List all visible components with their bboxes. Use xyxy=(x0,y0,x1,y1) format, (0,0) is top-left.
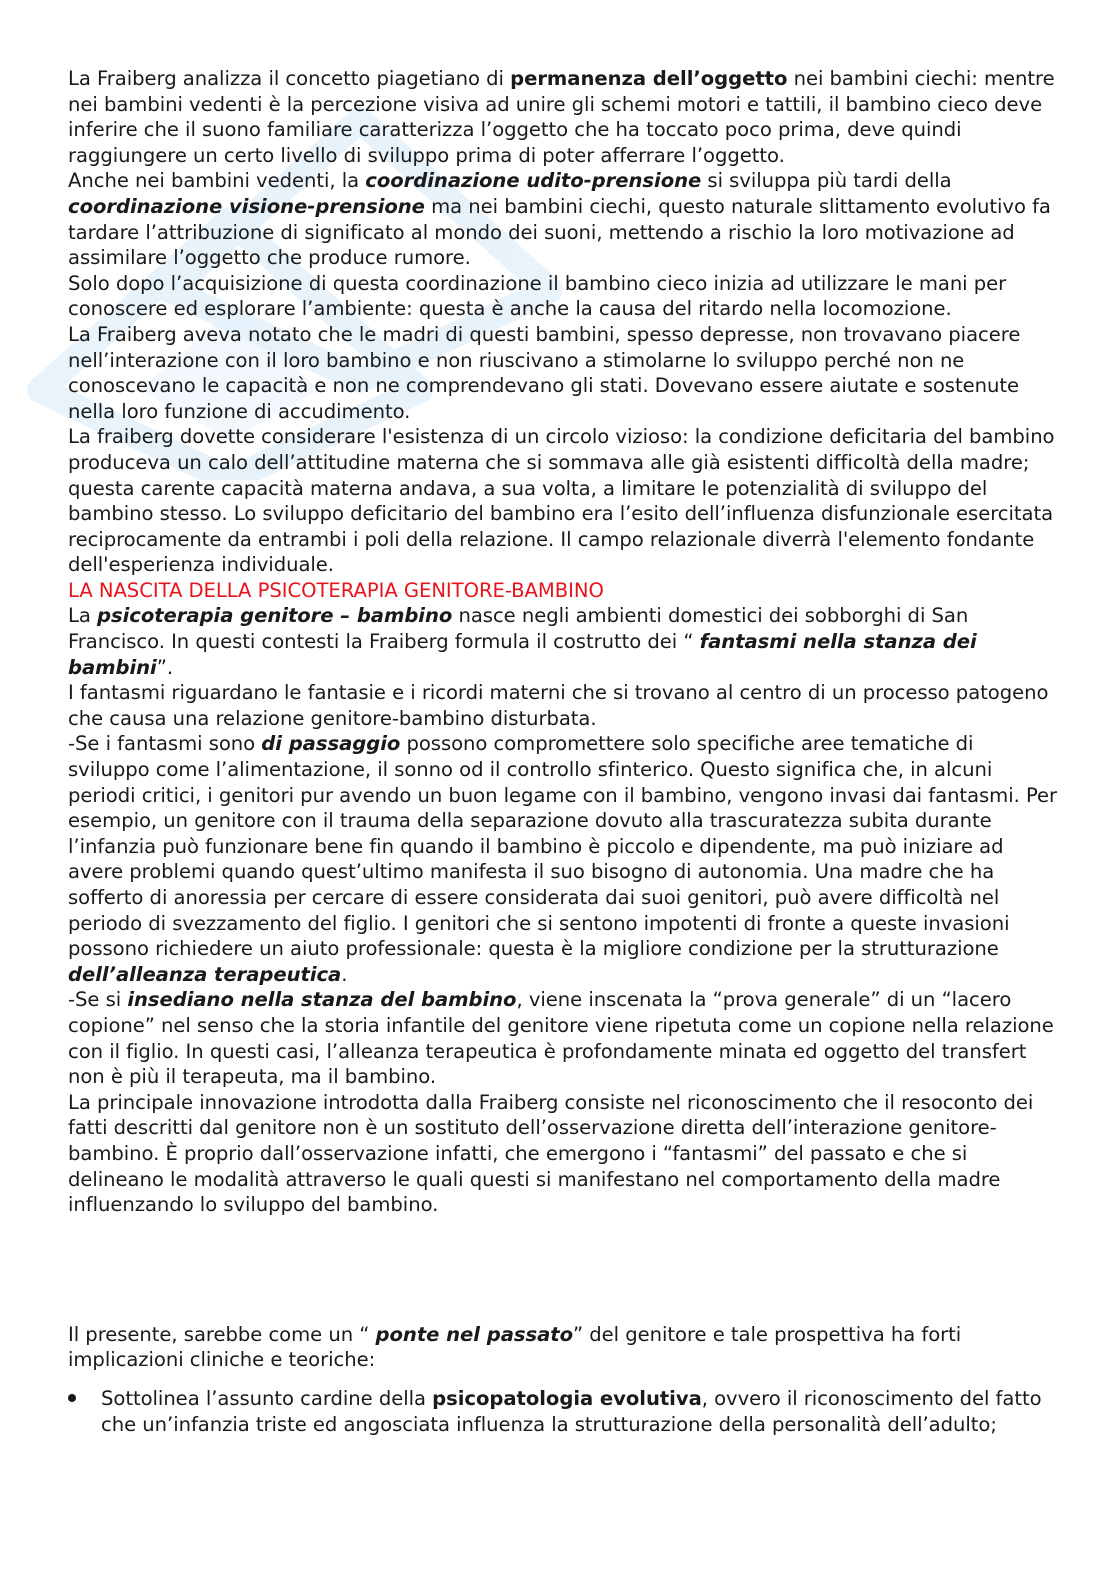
paragraph-insediano: -Se si insediano nella stanza del bambino, viene inscenata la “prova generale” di un “lacero copione” nel senso che la storia infantile del genitore viene ripetuta come un copione nella relazione con il figlio. In questi casi, l’alleanza terapeutica è profondamente minata ed oggetto del transfert non è più il terapeuta, ma il bambino. xyxy=(68,988,1054,1089)
paragraph-locomozione: Solo dopo l’acquisizione di questa coordinazione il bambino cieco inizia ad utilizzare le mani per conoscere ed esplorare l’ambiente: questa è anche la causa del ritardo nella locomozione. xyxy=(68,271,1007,321)
term-ponte-passato: ponte nel passato xyxy=(375,1322,573,1346)
paragraph-di-passaggio: -Se i fantasmi sono di passaggio possono compromettere solo specifiche aree tematiche di sviluppo come l’alimentazione, il sonno od il controllo sfinterico. Questo significa che, in alcuni periodi critici, i genitori pur avendo un buon legame con il bambino, vengono invasi dai fantasmi. Per esempio, un genitore con il trauma della separazione dovuto alla trascuratezza subita durante l’infanzia può funzionare bene fin quando il bambino è piccolo e dipendente, ma può iniziare ad avere problemi quando quest’ultimo manifesta il suo bisogno di autonomia. Una madre che ha sofferto di anoressia per cercare di essere considerata dai suoi genitori, può avere difficoltà nel periodo di svezzamento del figlio. I genitori che si sentono impotenti di fronte a queste invasioni possono richiedere un aiuto professionale: questa è la migliore condizione per la strutturazione dell’alleanza terapeutica. xyxy=(68,732,1058,986)
paragraph-coordinazione: Anche nei bambini vedenti, la coordinazione udito-prensione si sviluppa più tardi della coordinazione visione-prensione ma nei bambini ciechi, questo naturale slittamento evolutivo fa tardare l’attribuzione di significato al mondo dei suoni, mettendo a rischio la loro motivazione ad assimilare l’oggetto che produce rumore. xyxy=(68,169,1051,270)
bullet-icon xyxy=(68,1394,76,1402)
paragraph-madri: La Fraiberg aveva notato che le madri di questi bambini, spesso depresse, non trovavano piacere nell’interazione con il loro bambino e non riuscivano a stimolarne lo sviluppo perché non ne conoscevano le capacità e non ne comprendevano gli stati. Dovevano essere aiutate e sostenute nella loro funzione di accudimento. xyxy=(68,322,1021,423)
term-coordinazione-visione: coordinazione visione-prensione xyxy=(68,194,425,218)
spacer xyxy=(68,1218,1058,1322)
paragraph-psicoterapia: La psicoterapia genitore – bambino nasce negli ambienti domestici dei sobborghi di San Francisco. In questi contesti la Fraiberg formula il costrutto dei “ fantasmi nella stanza dei bambini”. xyxy=(68,604,977,679)
section-heading: LA NASCITA DELLA PSICOTERAPIA GENITORE-BAMBINO xyxy=(68,578,604,602)
paragraph-ponte: Il presente, sarebbe come un “ ponte nel passato” del genitore e tale prospettiva ha forti implicazioni cliniche e teoriche: xyxy=(68,1322,962,1372)
paragraph-fantasmi: I fantasmi riguardano le fantasie e i ricordi materni che si trovano al centro di un processo patogeno che causa una relazione genitore-bambino disturbata. xyxy=(68,681,1049,730)
term-permanenza-oggetto: permanenza dell’oggetto xyxy=(510,67,788,90)
list-item: Sottolinea l’assunto cardine della psicopatologia evolutiva, ovvero il riconoscimento del fatto che un’infanzia triste ed angosciata influenza la strutturazione della personalità dell’adulto; xyxy=(68,1386,1058,1437)
term-fantasmi: fantasmi nella stanza dei bambini xyxy=(68,630,977,679)
spacer xyxy=(68,1373,1058,1386)
term-coordinazione-udito: coordinazione udito-prensione xyxy=(365,169,702,193)
document-page xyxy=(68,66,1058,1437)
paragraph-circolo-vizioso: La fraiberg dovette considerare l'esistenza di un circolo vizioso: la condizione deficitaria del bambino produceva un calo dell’attitudine materna che si sommava alle già esistenti difficoltà della madre; questa carente capacità materna andava, a sua volta, a limitare le potenzialità di sviluppo del bambino stesso. Lo sviluppo deficitario del bambino era l’esito dell’influenza disfunzionale esercitata reciprocamente da entrambi i poli della relazione. Il campo relazionale diverrà l'elemento fondante dell'esperienza individuale. xyxy=(68,425,1055,577)
paragraph-permanenza: La Fraiberg analizza il concetto piagetiano di permanenza dell’oggetto nei bambini ciechi: mentre nei bambini vedenti è la percezione visiva ad unire gli schemi motori e tattili, il bambino cieco deve inferire che il suono familiare caratterizza l’oggetto che ha toccato poco prima, deve quindi raggiungere un certo livello di sviluppo prima di poter afferrare l’oggetto. xyxy=(68,67,1055,167)
bullet-list xyxy=(68,1386,1058,1437)
term-alleanza-terapeutica: dell’alleanza terapeutica xyxy=(68,962,342,986)
paragraph-innovazione: La principale innovazione introdotta dalla Fraiberg consiste nel riconoscimento che il resoconto dei fatti descritti dal genitore non è un sostituto dell’osservazione diretta dell’interazione genitore-bambino. È proprio dall’osservazione infatti, che emergono i “fantasmi” del passato e che si delineano le modalità attraverso le quali questi si manifestano nel comportamento della madre influenzando lo sviluppo del bambino. xyxy=(68,1090,1034,1217)
term-psicoterapia: psicoterapia genitore – bambino xyxy=(97,604,453,628)
term-di-passaggio: di passaggio xyxy=(261,732,401,756)
term-insediano: insediano nella stanza del bambino xyxy=(127,988,517,1012)
term-psicopatologia: psicopatologia evolutiva xyxy=(432,1386,702,1410)
